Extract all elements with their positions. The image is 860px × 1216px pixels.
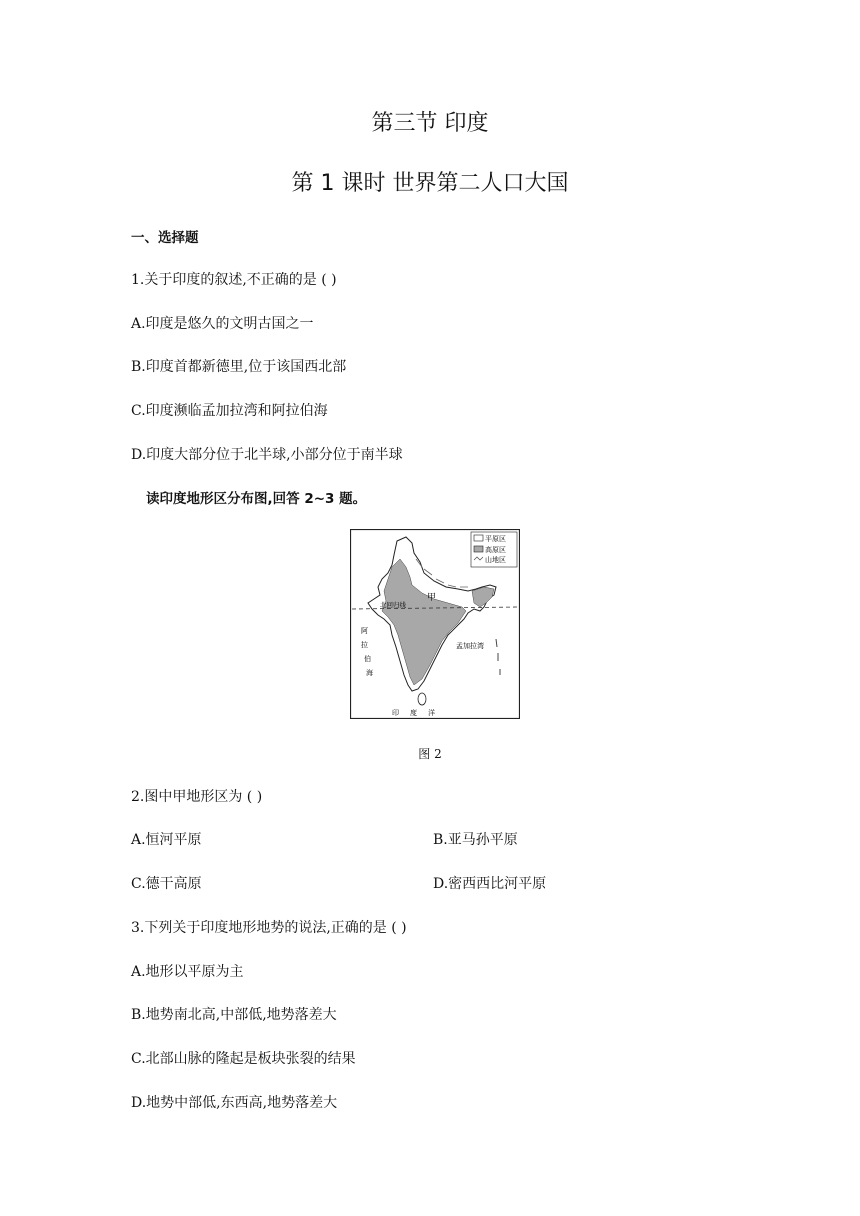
q3-option-b: B.地势南北高,中部低,地势落差大	[131, 1007, 337, 1023]
q3-stem: 3.下列关于印度地形地势的说法,正确的是 ( )	[131, 920, 407, 936]
label-arabian-3: 伯	[364, 655, 371, 663]
legend-swatch-plateau	[474, 546, 483, 552]
q1-option-b: B.印度首都新德里,位于该国西北部	[131, 359, 347, 375]
legend-plain: 平原区	[485, 535, 506, 543]
q1-stem: 1.关于印度的叙述,不正确的是 ( )	[131, 272, 337, 288]
sri-lanka	[418, 693, 426, 705]
legend-mountain: 山地区	[485, 556, 506, 564]
q1-option-d: D.印度大部分位于北半球,小部分位于南半球	[131, 447, 403, 463]
label-jia: 甲	[427, 593, 437, 603]
q1-option-a: A.印度是悠久的文明古国之一	[131, 316, 314, 332]
india-terrain-map	[350, 529, 520, 719]
label-bengal: 孟加拉湾	[456, 642, 484, 650]
legend-plateau: 高原区	[485, 546, 506, 554]
figure-caption: 图 2	[418, 747, 442, 761]
legend-swatch-plain	[474, 535, 483, 541]
q2-option-c: C.德干高原	[131, 876, 202, 892]
q1-option-c: C.印度濒临孟加拉湾和阿拉伯海	[131, 403, 328, 419]
label-arabian-2: 拉	[361, 641, 368, 649]
label-indian-2: 度	[410, 709, 417, 717]
instruction: 读印度地形区分布图,回答 2~3 题。	[146, 491, 367, 507]
label-arabian-4: 海	[366, 669, 373, 677]
label-indian-1: 印	[392, 709, 399, 717]
q3-option-c: C.北部山脉的隆起是板块张裂的结果	[131, 1051, 356, 1067]
q3-option-d: D.地势中部低,东西高,地势落差大	[131, 1095, 338, 1111]
q2-option-a: A.恒河平原	[131, 832, 202, 848]
q2-stem: 2.图中甲地形区为 ( )	[131, 789, 263, 805]
q3-option-a: A.地形以平原为主	[131, 964, 244, 980]
section-title: 第三节 印度	[371, 111, 489, 136]
label-arabian-1: 阿	[361, 627, 368, 635]
q2-option-b: B.亚马孙平原	[433, 832, 518, 848]
q2-option-d: D.密西西比河平原	[433, 876, 547, 892]
label-indian-3: 洋	[428, 709, 435, 717]
label-tropic: 北回归线	[380, 601, 406, 609]
lesson-title: 第 1 课时 世界第二人口大国	[291, 171, 569, 196]
part-title: 一、选择题	[131, 230, 199, 246]
